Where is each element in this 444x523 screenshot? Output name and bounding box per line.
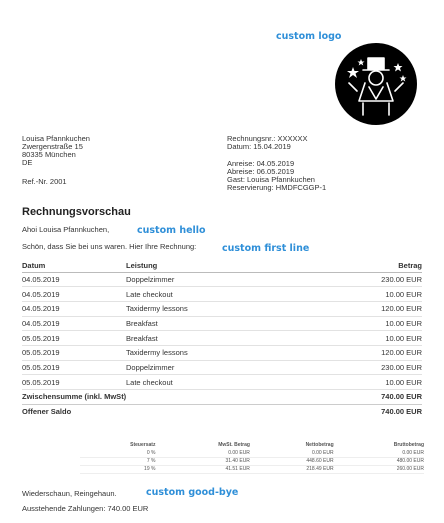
greeting-text: Ahoi Louisa Pfannkuchen, — [22, 225, 110, 234]
column-header-amount: Betrag — [326, 259, 422, 272]
cell-amount: 10.00 EUR — [326, 375, 422, 390]
goodbye-text: Wiederschaun, Reingehaun. — [22, 489, 117, 498]
outstanding-payments: Ausstehende Zahlungen: 740.00 EUR — [22, 504, 149, 513]
tax-row — [80, 465, 424, 473]
cell-date: 04.05.2019 — [22, 301, 126, 316]
reference-number: Ref.-Nr. 2001 — [22, 177, 67, 186]
tax-cell-rate: 7 % — [80, 457, 155, 465]
invoice-date: Datum: 15.04.2019 — [227, 142, 291, 151]
tax-header-row — [80, 440, 424, 449]
column-header-date: Datum — [22, 259, 126, 272]
table-row — [22, 360, 422, 375]
cell-service: Late checkout — [126, 375, 326, 390]
tax-cell-net: 0.00 EUR — [250, 449, 334, 457]
table-row — [22, 375, 422, 390]
cell-date: 04.05.2019 — [22, 316, 126, 331]
cell-service: Late checkout — [126, 287, 326, 302]
cell-amount: 10.00 EUR — [326, 331, 422, 346]
tax-cell-net: 218.49 EUR — [250, 465, 334, 473]
page-title: Rechnungsvorschau — [22, 206, 131, 218]
cell-date: 05.05.2019 — [22, 375, 126, 390]
tax-cell-vat: 31.40 EUR — [155, 457, 249, 465]
invoice-items-table — [22, 259, 422, 419]
tax-cell-rate: 0 % — [80, 449, 155, 457]
open-balance-row — [22, 404, 422, 419]
reservation-number: Reservierung: HMDFCGGP-1 — [227, 183, 327, 192]
recipient-country: DE — [22, 158, 33, 167]
cell-service: Breakfast — [126, 331, 326, 346]
annotation-first-line: custom first line — [222, 243, 310, 254]
departure-date: Abreise: 06.05.2019 — [227, 167, 295, 176]
tax-cell-vat: 0.00 EUR — [155, 449, 249, 457]
table-row — [22, 272, 422, 287]
cell-amount: 10.00 EUR — [326, 316, 422, 331]
tax-summary-table — [80, 440, 424, 474]
tax-header-vat: MwSt. Betrag — [218, 441, 250, 448]
cell-service: Taxidermy lessons — [126, 301, 326, 316]
cell-amount: 120.00 EUR — [326, 301, 422, 316]
cell-date: 05.05.2019 — [22, 331, 126, 346]
table-row — [22, 331, 422, 346]
table-row — [22, 316, 422, 331]
recipient-name: Louisa Pfannkuchen — [22, 134, 90, 143]
tax-row — [80, 457, 424, 465]
tax-cell-net: 448.60 EUR — [250, 457, 334, 465]
column-header-service: Leistung — [126, 259, 326, 272]
cell-service: Doppelzimmer — [126, 272, 326, 287]
table-row — [22, 301, 422, 316]
table-row — [22, 287, 422, 302]
table-row — [22, 345, 422, 360]
tax-cell-gross: 260.00 EUR — [334, 465, 424, 473]
arrival-date: Anreise: 04.05.2019 — [227, 159, 295, 168]
cell-amount: 230.00 EUR — [326, 360, 422, 375]
subtotal-label: Zwischensumme (inkl. MwSt) — [22, 390, 326, 405]
annotation-logo: custom logo — [276, 31, 342, 42]
annotation-hello: custom hello — [137, 225, 206, 236]
subtotal-row — [22, 390, 422, 405]
tax-cell-vat: 41.51 EUR — [155, 465, 249, 473]
tax-header-rate: Steuersatz — [130, 441, 156, 448]
tax-row — [80, 449, 424, 457]
table-header-row — [22, 259, 422, 272]
open-balance-value: 740.00 EUR — [381, 407, 422, 417]
recipient-street: Zwergenstraße 15 — [22, 142, 83, 151]
tax-cell-rate: 19 % — [80, 465, 155, 473]
first-line-text: Schön, dass Sie bei uns waren. Hier Ihre Rechnung: — [22, 242, 197, 251]
invoice-number: Rechnungsnr.: XXXXXX — [227, 134, 308, 143]
cell-date: 04.05.2019 — [22, 272, 126, 287]
cell-amount: 10.00 EUR — [326, 287, 422, 302]
cell-service: Taxidermy lessons — [126, 345, 326, 360]
cell-date: 05.05.2019 — [22, 360, 126, 375]
open-balance-label: Offener Saldo — [22, 407, 72, 417]
stay-details — [227, 160, 326, 192]
magician-logo-icon — [335, 43, 417, 125]
tax-header-gross: Bruttobetrag — [393, 441, 424, 448]
recipient-address — [22, 135, 90, 167]
recipient-city: 80335 München — [22, 150, 76, 159]
cell-amount: 120.00 EUR — [326, 345, 422, 360]
cell-service: Doppelzimmer — [126, 360, 326, 375]
cell-amount: 230.00 EUR — [326, 272, 422, 287]
guest-name: Gast: Louisa Pfannkuchen — [227, 175, 315, 184]
cell-service: Breakfast — [126, 316, 326, 331]
cell-date: 05.05.2019 — [22, 345, 126, 360]
tax-cell-gross: 0.00 EUR — [334, 449, 424, 457]
subtotal-value: 740.00 EUR — [326, 390, 422, 405]
tax-cell-gross: 480.00 EUR — [334, 457, 424, 465]
cell-date: 04.05.2019 — [22, 287, 126, 302]
invoice-meta — [227, 135, 307, 151]
annotation-goodbye: custom good-bye — [146, 487, 239, 498]
tax-header-net: Nettobetrag — [305, 441, 334, 448]
